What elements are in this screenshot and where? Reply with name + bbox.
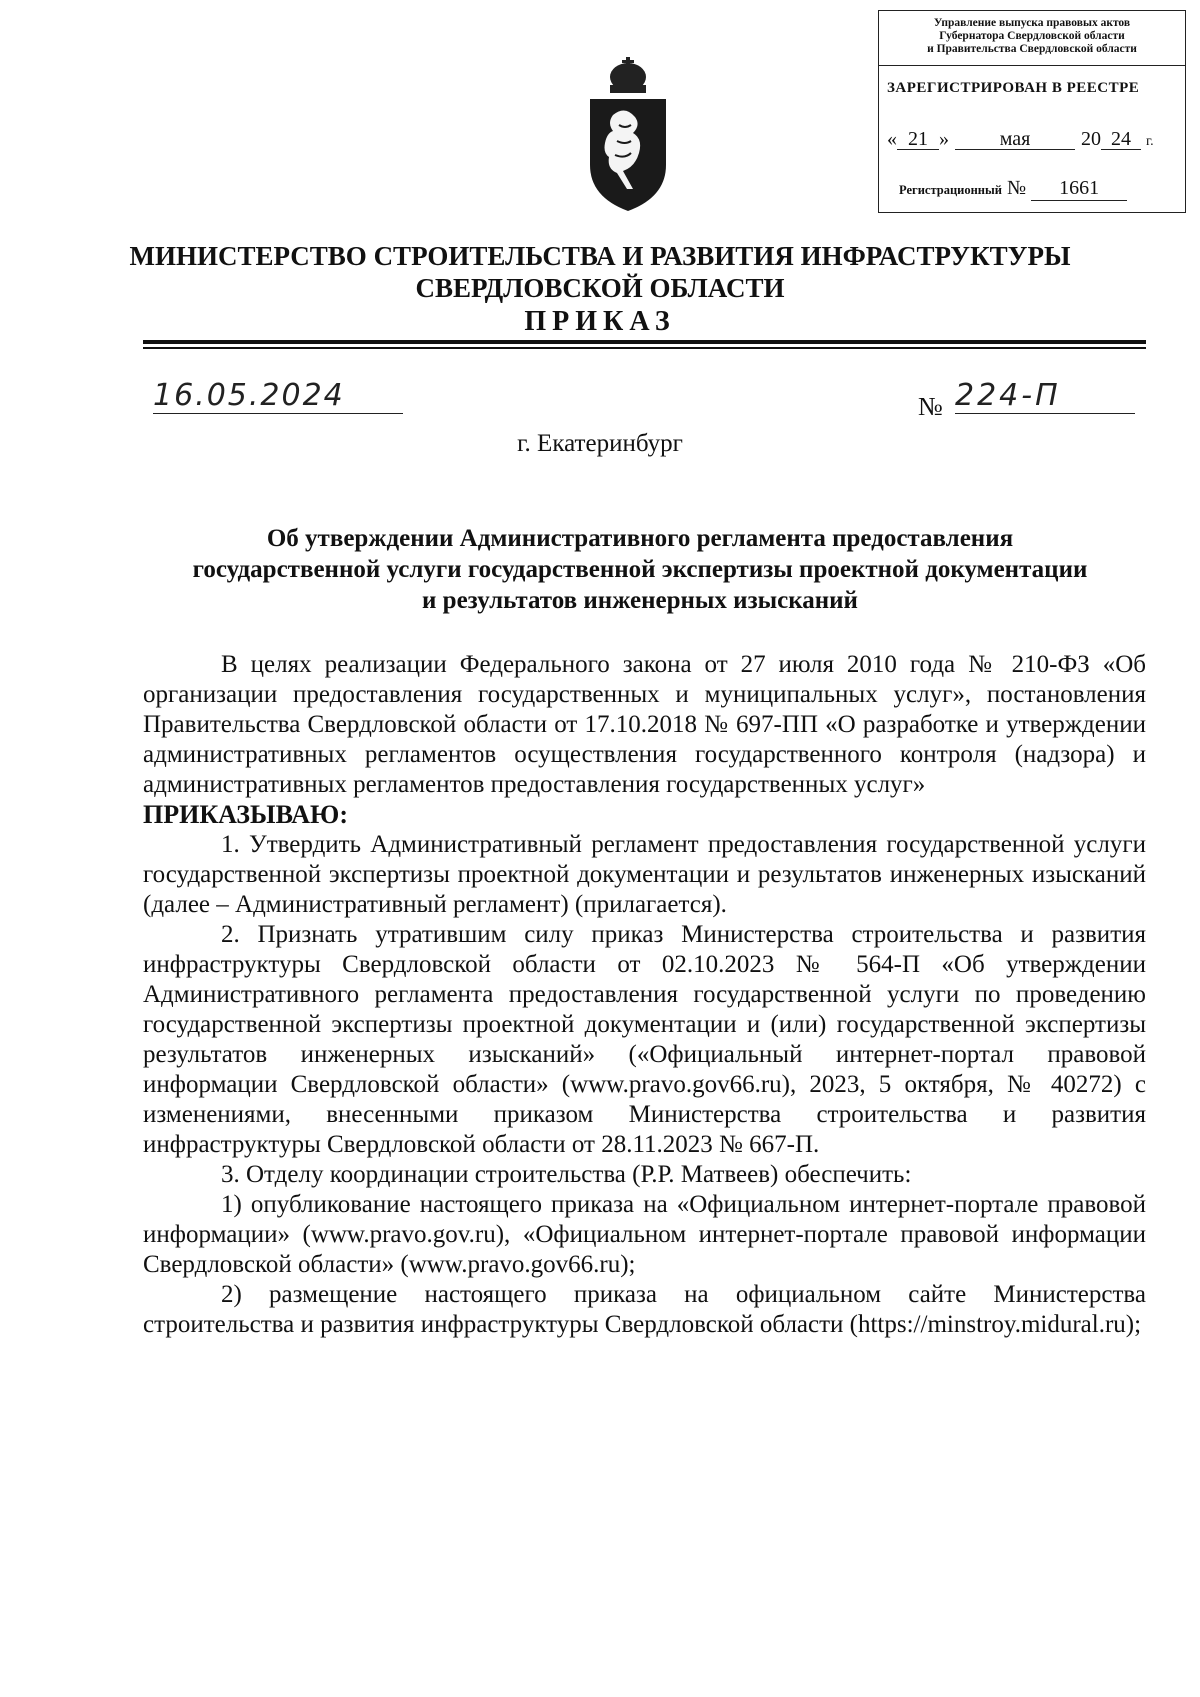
registry-department (879, 11, 1185, 66)
order-item: 2. Признать утратившим силу приказ Министерства строительства и развития инфраструктуры Свердловской области от 02.10.2023 № 564-П «Об утверждении Административного регламента предоставления государственной услуги по проведению государственной экспертизы проектной документации и (или) государственной экспертизы результатов инженерных изысканий» («Официальный интернет-портал правовой информации Свердловской области» (www.pravo.gov66.ru), 2023, 5 октября, № 40272) с изменениями, внесенными приказом Министерства строительства и развития инфраструктуры Свердловской области от 28.11.2023 № 667-П. (143, 921, 1146, 1158)
registry-year-prefix: 20 (1081, 128, 1101, 150)
registry-month: мая (955, 129, 1075, 150)
order-subitem: 1) опубликование настоящего приказа на «Официальном интернет-портале правовой информации» (www.pravo.gov.ru), «Официальном интернет-портале правовой информации Свердловской области» (www.pravo.gov66.ru); (143, 1191, 1146, 1278)
header-rule-thick (143, 340, 1146, 344)
registry-number-sign: № (1006, 177, 1027, 199)
ministry-name (0, 240, 1200, 304)
preamble-paragraph: В целях реализации Федерального закона от 27 июля 2010 года № 210-ФЗ «Об организации предоставления государственных и муниципальных услуг», постановления Правительства Свердловской области от 17.10.2018 № 697-ПП «О разработке и утверждении административных регламентов осуществления государственного контроля (надзора) и административных регламентов предоставления государственных услуг» (143, 651, 1146, 798)
document-title: Об утверждении Административного регламента предоставления государственной услуги государственной экспертизы проектной документации и результатов инженерных изысканий (192, 525, 1088, 614)
registry-number-label: Регистрационный (899, 183, 1002, 197)
document-body (143, 650, 1146, 1340)
document-type: ПРИКАЗ (524, 306, 676, 337)
order-number-sign: № (918, 392, 943, 421)
registry-department-line: Управление выпуска правовых актов (933, 17, 1131, 29)
registry-status: ЗАРЕГИСТРИРОВАН В РЕЕСТРЕ (887, 80, 1140, 96)
order-item: 1. Утвердить Административный регламент предоставления государственной услуги государственной экспертизы проектной документации и результатов инженерных изысканий (далее – Административный регламент) (прилагается). (143, 831, 1146, 918)
header-rule-thin (143, 347, 1146, 349)
registry-department-line: и Правительства Свердловской области (927, 43, 1137, 55)
registry-date: « 21 » мая 20 24 г. (887, 128, 1154, 150)
ministry-name-line: СВЕРДЛОВСКОЙ ОБЛАСТИ (415, 273, 785, 303)
ministry-name-line: МИНИСТЕРСТВО СТРОИТЕЛЬСТВА И РАЗВИТИЯ ИНФРАСТРУКТУРЫ (129, 241, 1071, 271)
order-subitem: 2) размещение настоящего приказа на официальном сайте Министерства строительства и развития инфраструктуры Свердловской области (https://minstroy.midural.ru); (143, 1281, 1146, 1338)
registry-stamp (878, 10, 1186, 213)
order-date: 16.05.2024 (153, 378, 403, 414)
order-verb: ПРИКАЗЫВАЮ: (143, 800, 348, 829)
registry-year-suffix: 24 (1101, 129, 1141, 150)
registry-year-unit: г. (1146, 134, 1154, 149)
order-item: 3. Отделу координации строительства (Р.Р. Матвеев) обеспечить: (221, 1161, 912, 1188)
coat-of-arms-emblem (583, 55, 673, 215)
crown-icon (610, 57, 646, 93)
order-number: 224-П (955, 378, 1135, 414)
registry-number: 1661 (1031, 177, 1127, 201)
order-city: г. Екатеринбург (517, 430, 683, 457)
registry-day: 21 (897, 129, 939, 150)
registry-department-line: Губернатора Свердловской области (939, 30, 1125, 42)
registry-number-row (899, 177, 1127, 201)
